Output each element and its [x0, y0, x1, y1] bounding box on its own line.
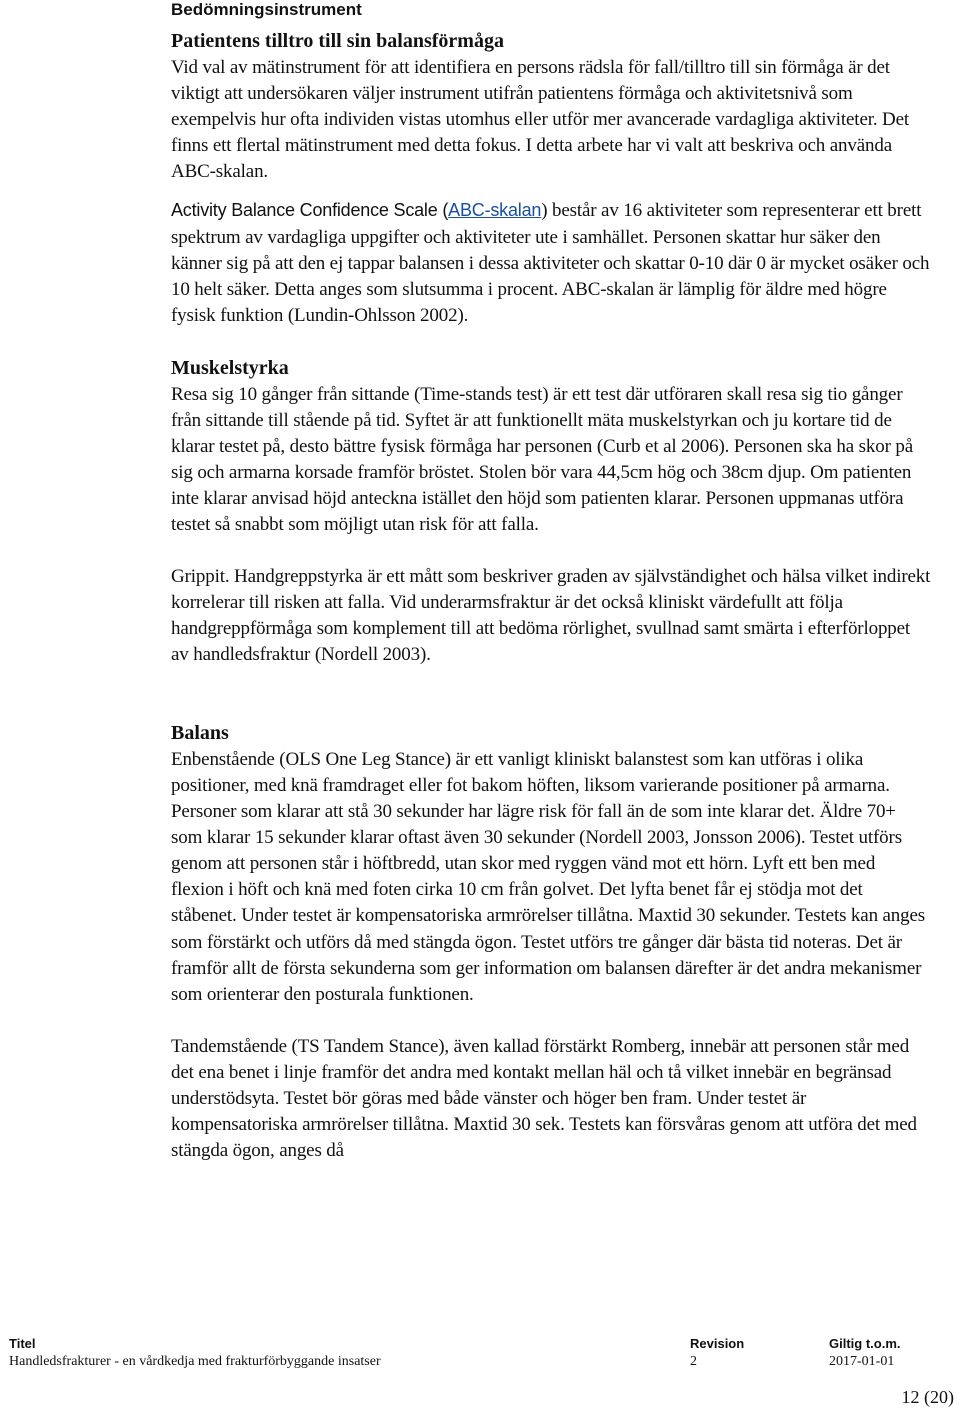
section-header-label: Bedömningsinstrument — [171, 0, 362, 19]
spacer — [171, 1008, 931, 1034]
page-content — [171, 28, 931, 1164]
spacer — [171, 539, 931, 564]
muskelstyrka-heading: Muskelstyrka — [171, 356, 289, 379]
footer-title-label: Titel — [9, 1336, 36, 1351]
muskelstyrka-paragraph: Resa sig 10 gånger från sittande (Time-stands test) är ett test där utföraren skall resa sig tio gånger från sittande till stående på tid. Syftet är att funktionellt mäta muskelstyrkan och ju kortare tid de klarar testet på, desto bättre fysisk förmåga har personen (Curb et al 2006). Personen ska ha skor på sig och armarna korsade framför bröstet. Stolen bör vara 44,5cm hög och 38cm djup. Om patienten inte klarar anvisad höjd anteckna istället den höjd som patienten klarar. Personen uppmanas utföra testet så snabbt som möjligt utan risk för att falla. — [171, 383, 913, 536]
spacer — [171, 329, 931, 355]
spacer — [171, 668, 931, 720]
intro-heading: Patientens tilltro till sin balansförmåga — [171, 30, 504, 52]
footer-valid-value: 2017-01-01 — [829, 1354, 895, 1369]
footer-title-value: Handledsfrakturer - en vårdkedja med frakturförbyggande insatser — [9, 1354, 381, 1369]
abc-suffix: ) består av 16 aktiviteter som representerar ett brett spektrum av vardagliga uppgifter och aktiviteter ute i samhället. Personen skattar hur säker den känner sig på att den ej tappar balansen i dessa aktiviteter och skattar 0-10 där 0 är mycket osäker och 10 helt säker. Detta anges som slutsumma i procent. ABC-skalan är lämplig för äldre med högre fysisk funktion (Lundin-Ohlsson 2002). — [171, 200, 930, 326]
footer-valid-label: Giltig t.o.m. — [829, 1336, 901, 1351]
tandem-paragraph: Tandemstående (TS Tandem Stance), även kallad förstärkt Romberg, innebär att personen står med det ena benet i linje framför det andra med kontakt mellan häl och tå vilket innebär en begränsad understödsyta. Testet bör göras med både vänster och höger ben fram. Under testet är kompensatoriska armrörelser tillåtna. Maxtid 30 sek. Testets kan försvåras genom att utföra det med stängda ögon, anges då — [171, 1035, 917, 1162]
footer-revision-value: 2 — [690, 1354, 697, 1369]
page-number: 12 (20) — [901, 1387, 954, 1407]
intro-paragraph: Vid val av mätinstrument för att identifiera en persons rädsla för fall/tilltro till sin förmåga är det viktigt att undersökaren väljer instrument utifrån patientens förmåga och aktivitetsnivå som exempelvis hur ofta individen vistas utomhus eller utför mer avancerade vardagliga aktiviteter. Det finns ett flertal mätinstrument med detta fokus. I detta arbete har vi valt att beskriva och använda ABC-skalan. — [171, 57, 910, 183]
grippit-paragraph: Grippit. Handgreppstyrka är ett mått som beskriver graden av självständighet och hälsa vilket indirekt korrelerar till risken att falla. Vid underarmsfraktur är det också kliniskt värdefullt att följa handgreppförmåga som komplement till att bedöma rörlighet, svullnad samt smärta i efterförloppet av handledsfraktur (Nordell 2003). — [171, 565, 931, 665]
spacer — [171, 185, 931, 197]
footer-revision-label: Revision — [690, 1336, 745, 1351]
balans-paragraph: Enbenstående (OLS One Leg Stance) är ett vanligt kliniskt balanstest som kan utföras i olika positioner, med knä framdraget eller fot bakom höften, liksom varierande positioner på armarna. Personer som klarar att stå 30 sekunder har lägre risk för fall än de som inte klarar det. Äldre 70+ som klarar 15 sekunder klarar oftast även 30 sekunder (Nordell 2003, Jonsson 2006). Testet utförs genom att personen står i höftbredd, utan skor med ryggen vänd mot ett hörn. Lyft ett ben med flexion i höft och knä med foten cirka 10 cm från golvet. Det lyfta benet får ej stödja mot det ståbenet. Under testet är kompensatoriska armrörelser tillåtna. Maxtid 30 sekunder. Testets kan anges som förstärkt och utförs då med stängda ögon. Testet utförs tre gånger där bästa tid noteras. Det är framför allt de första sekunderna som ger information om balansen därefter är det andra mekanismer som orienterar den posturala funktionen. — [171, 748, 926, 1005]
abc-link[interactable]: ABC-skalan — [448, 200, 542, 221]
abc-prefix: Activity Balance Confidence Scale ( — [171, 200, 449, 221]
abc-paragraph — [171, 197, 931, 328]
balans-heading: Balans — [171, 721, 229, 744]
